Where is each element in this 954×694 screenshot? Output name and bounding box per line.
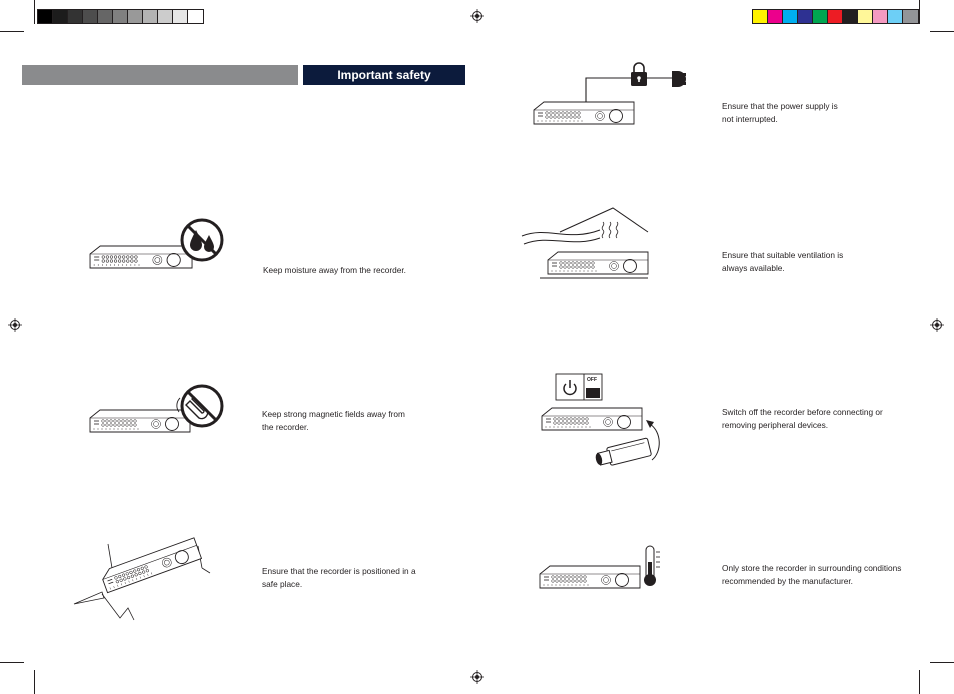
grayscale-calibration-bar: [37, 9, 204, 24]
calibration-swatch: [798, 10, 813, 23]
calibration-swatch: [113, 10, 128, 23]
calibration-swatch: [128, 10, 143, 23]
ventilation-caption: Ensure that suitable ventilation is always available.: [722, 250, 844, 273]
magnetic-caption: Keep strong magnetic fields away from the recorder.: [262, 409, 405, 432]
calibration-swatch: [83, 10, 98, 23]
calibration-swatch: [768, 10, 783, 23]
calibration-swatch: [813, 10, 828, 23]
calibration-swatch: [858, 10, 873, 23]
power-off-icon: [540, 372, 670, 482]
calibration-swatch: [38, 10, 53, 23]
moisture-caption: Keep moisture away from the recorder.: [263, 265, 406, 275]
power-supply-caption: Ensure that the power supply is not interrupted.: [722, 101, 838, 124]
falling-recorder-icon: [72, 538, 222, 623]
switch-off-caption: Switch off the recorder before connecting or removing peripheral devices.: [722, 407, 883, 430]
crop-mark: [34, 0, 35, 24]
calibration-swatch: [158, 10, 173, 23]
crop-mark: [34, 670, 35, 694]
no-magnet-icon: [88, 380, 228, 446]
calibration-swatch: [98, 10, 113, 23]
calibration-swatch: [783, 10, 798, 23]
color-calibration-bar: [752, 9, 919, 24]
crop-mark: [0, 662, 24, 663]
registration-mark-icon: [8, 318, 22, 332]
thermometer-icon: [538, 544, 668, 596]
storage-conditions-caption: Only store the recorder in surrounding conditions recommended by the manufacturer.: [722, 563, 902, 586]
crop-mark: [930, 31, 954, 32]
calibration-swatch: [173, 10, 188, 23]
calibration-swatch: [188, 10, 203, 23]
page-title: Important safety information: [303, 65, 465, 85]
crop-mark: [919, 0, 920, 24]
ventilation-icon: [518, 206, 658, 282]
calibration-swatch: [903, 10, 918, 23]
crop-mark: [0, 31, 24, 32]
calibration-swatch: [828, 10, 843, 23]
registration-mark-icon: [470, 670, 484, 684]
calibration-swatch: [753, 10, 768, 23]
calibration-swatch: [53, 10, 68, 23]
calibration-swatch: [143, 10, 158, 23]
calibration-swatch: [843, 10, 858, 23]
off-label: OFF: [587, 377, 597, 383]
calibration-swatch: [888, 10, 903, 23]
header-gray-band: [22, 65, 298, 85]
calibration-swatch: [873, 10, 888, 23]
safe-place-caption: Ensure that the recorder is positioned in a safe place.: [262, 566, 416, 589]
crop-mark: [930, 662, 954, 663]
registration-mark-icon: [930, 318, 944, 332]
crop-mark: [919, 670, 920, 694]
registration-mark-icon: [470, 9, 484, 23]
calibration-swatch: [68, 10, 83, 23]
no-water-icon: [88, 214, 228, 280]
locked-plug-icon: [532, 62, 692, 128]
